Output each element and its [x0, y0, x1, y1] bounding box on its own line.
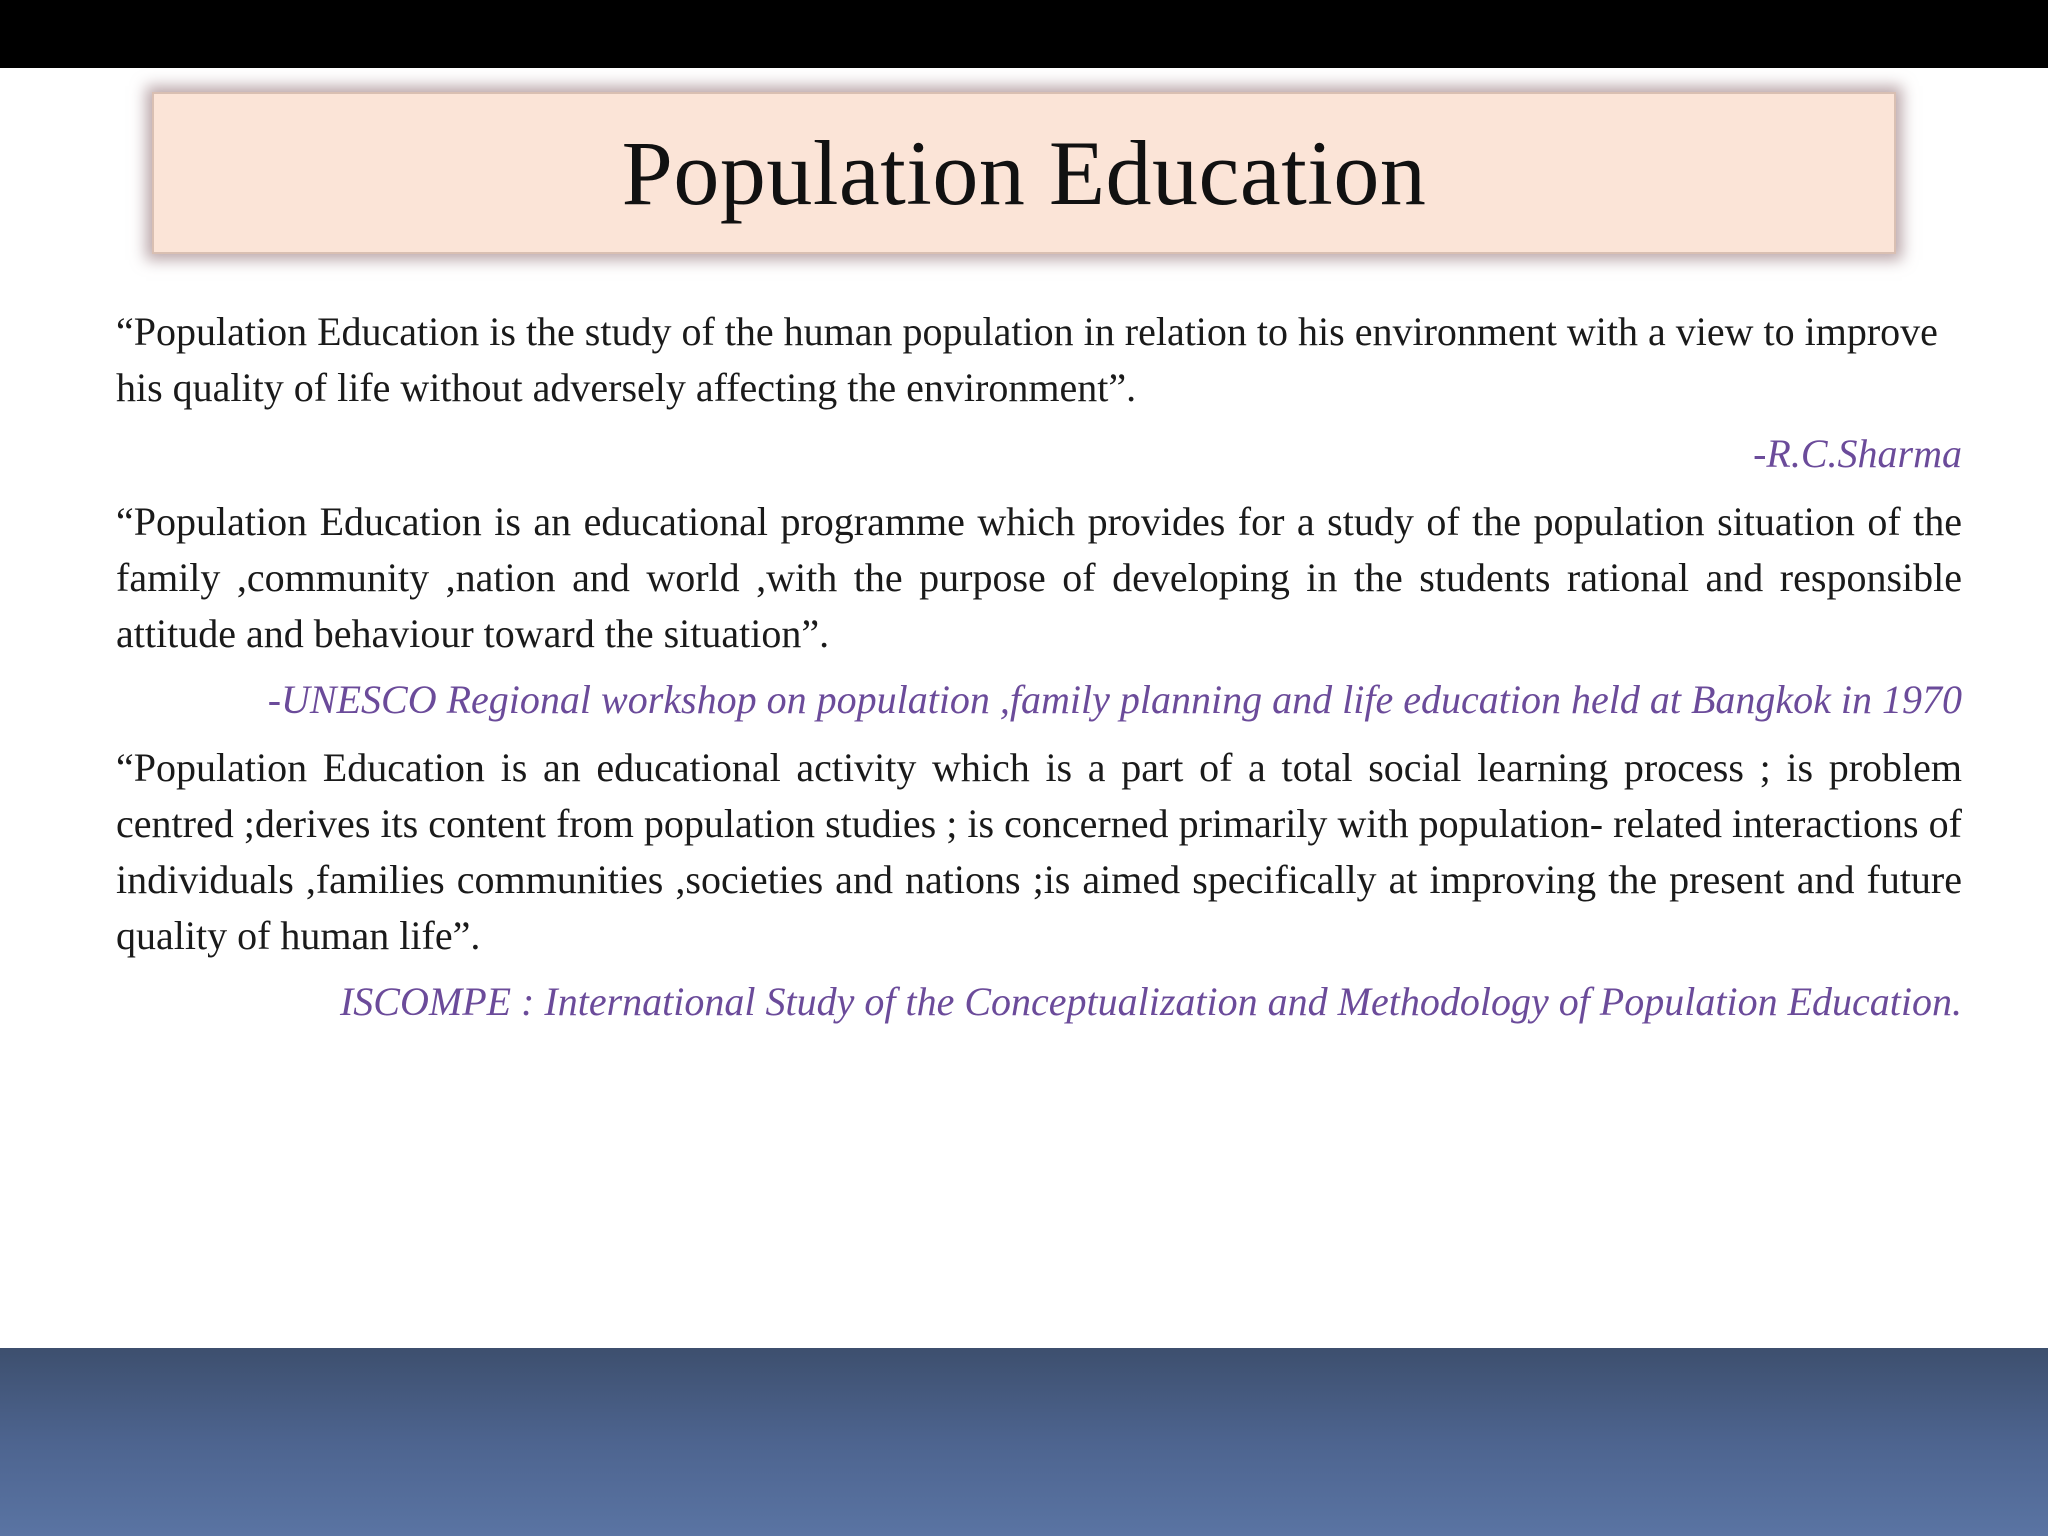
definition-attribution-2: -UNESCO Regional workshop on population ,family planning and life education held at Bangkok in 1970 — [267, 677, 1962, 722]
definition-quote-2: “Population Education is an educational programme which provides for a study of the population situation of the family ,community ,nation and world ,with the purpose of developing in the students rational and responsible attitude and behaviour toward the situation”. — [116, 499, 1962, 656]
definitions-content — [116, 304, 1962, 1030]
definition-quote-3: “Population Education is an educational activity which is a part of a total social learning process ; is problem centred ;derives its content from population studies ; is concerned primarily with population- related interactions of individuals ,families communities ,societies and nations ;is aimed specifically at improving the present and future quality of human life”. — [116, 745, 1962, 958]
definition-quote-1: “Population Education is the study of the human population in relation to his environment with a view to improve his quality of life without adversely affecting the environment”. — [116, 309, 1938, 410]
title-box — [152, 92, 1896, 254]
slide-title: Population Education — [621, 122, 1427, 224]
bottom-gradient-band — [0, 1348, 2048, 1536]
top-black-bar — [0, 0, 2048, 68]
definition-attribution-3: ISCOMPE : International Study of the Conceptualization and Methodology of Population Education. — [339, 979, 1962, 1024]
definition-attribution-1: -R.C.Sharma — [1753, 431, 1962, 476]
